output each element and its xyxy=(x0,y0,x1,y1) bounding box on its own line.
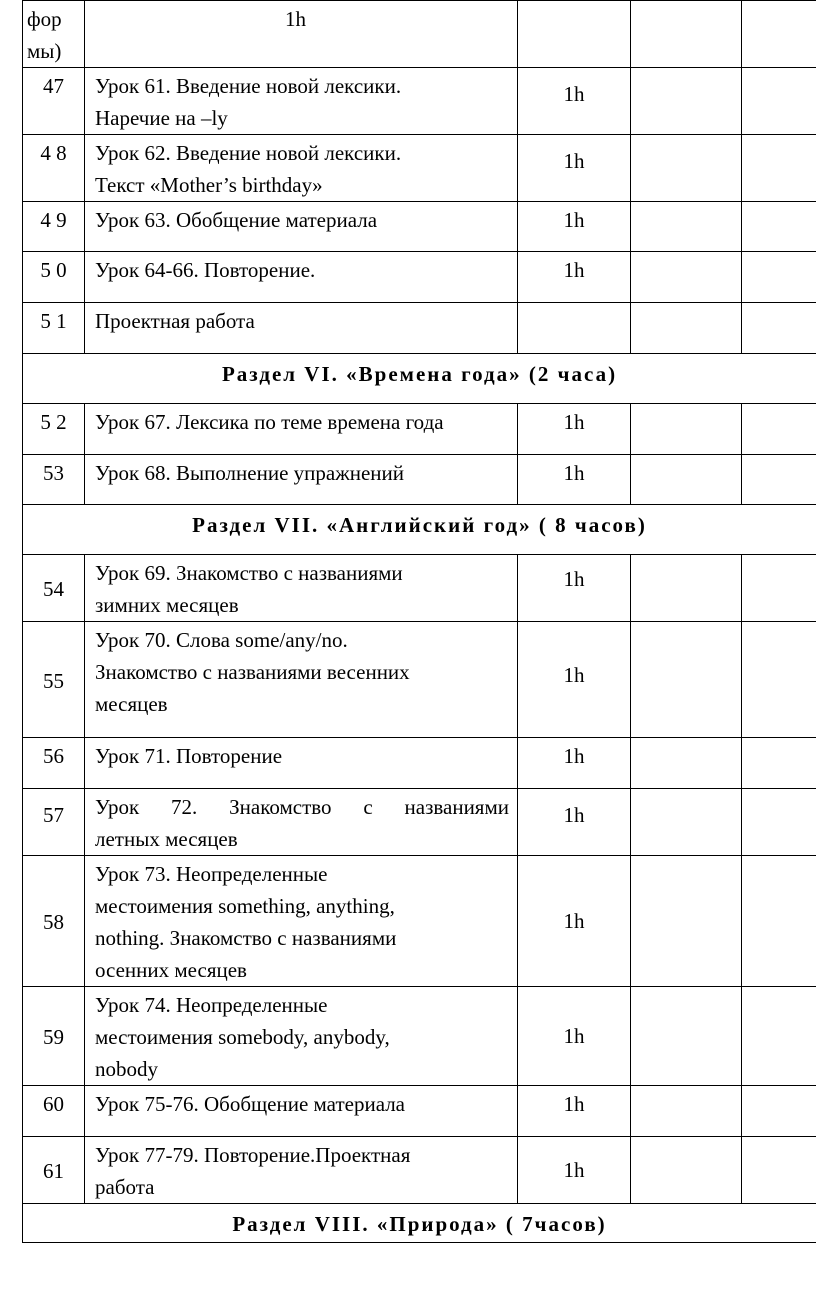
empty-cell xyxy=(631,202,742,252)
topic-line: местоимения something, anything, xyxy=(95,894,395,918)
empty-cell xyxy=(742,1086,816,1137)
section-heading: Раздел VIII. «Природа» ( 7часов) xyxy=(23,1204,816,1243)
lesson-number: 59 xyxy=(23,987,85,1086)
empty-cell xyxy=(631,555,742,622)
empty-cell xyxy=(631,622,742,738)
hours-cell: 1h xyxy=(518,555,631,622)
table-row xyxy=(23,1137,816,1204)
hours-cell: 1h xyxy=(518,789,631,856)
hours-cell: 1h xyxy=(518,68,631,135)
empty-cell xyxy=(631,1086,742,1137)
empty-cell xyxy=(631,68,742,135)
empty-cell xyxy=(631,1,742,68)
empty-cell xyxy=(742,1137,816,1204)
lesson-topic: Урок 63. Обобщение материала xyxy=(85,202,518,252)
hours-cell: 1h xyxy=(518,987,631,1086)
lesson-topic xyxy=(85,856,518,987)
lesson-topic xyxy=(85,555,518,622)
empty-cell xyxy=(631,252,742,303)
empty-cell xyxy=(742,455,816,505)
empty-cell xyxy=(742,856,816,987)
hours-cell: 1h xyxy=(518,135,631,202)
topic-line: Урок 69. Знакомство с названиями xyxy=(95,561,403,585)
section-row xyxy=(23,354,816,404)
empty-cell xyxy=(742,738,816,789)
table-row xyxy=(23,252,816,303)
lesson-plan-table xyxy=(22,0,816,1243)
empty-cell xyxy=(742,622,816,738)
empty-cell xyxy=(742,555,816,622)
empty-cell xyxy=(742,303,816,354)
empty-cell xyxy=(631,303,742,354)
empty-cell xyxy=(742,789,816,856)
hours-cell xyxy=(518,1,631,68)
hours-cell: 1h xyxy=(518,738,631,789)
section-row xyxy=(23,1204,816,1243)
lesson-topic xyxy=(85,789,518,856)
hours-cell: 1h xyxy=(518,622,631,738)
hours-cell: 1h xyxy=(518,1086,631,1137)
hours-cell xyxy=(518,303,631,354)
section-row xyxy=(23,505,816,555)
lesson-number: 5 0 xyxy=(23,252,85,303)
empty-cell xyxy=(742,987,816,1086)
table-row xyxy=(23,789,816,856)
lesson-topic: 1h xyxy=(85,1,518,68)
lesson-number: 55 xyxy=(23,622,85,738)
lesson-number: 53 xyxy=(23,455,85,505)
topic-line: летных месяцев xyxy=(95,827,238,851)
table-row xyxy=(23,738,816,789)
lesson-number: 56 xyxy=(23,738,85,789)
table-row xyxy=(23,622,816,738)
lesson-topic: Урок 64-66. Повторение. xyxy=(85,252,518,303)
topic-line: Урок 73. Неопределенные xyxy=(95,862,328,886)
lesson-number: 4 9 xyxy=(23,202,85,252)
lesson-number: 4 8 xyxy=(23,135,85,202)
table-row xyxy=(23,856,816,987)
empty-cell xyxy=(631,455,742,505)
topic-line: осенних месяцев xyxy=(95,958,247,982)
lesson-topic: Урок 67. Лексика по теме времена года xyxy=(85,404,518,455)
lesson-number: 47 xyxy=(23,68,85,135)
section-heading: Раздел VII. «Английский год» ( 8 часов) xyxy=(23,505,816,555)
table-row xyxy=(23,1086,816,1137)
lesson-topic xyxy=(85,622,518,738)
table-row xyxy=(23,68,816,135)
hours-cell: 1h xyxy=(518,404,631,455)
hours-cell: 1h xyxy=(518,202,631,252)
lesson-number: 60 xyxy=(23,1086,85,1137)
lesson-topic xyxy=(85,68,518,135)
topic-line: Текст «Mother’s birthday» xyxy=(95,173,323,197)
empty-cell xyxy=(631,404,742,455)
hours-cell: 1h xyxy=(518,1137,631,1204)
topic-line: Наречие на –ly xyxy=(95,106,228,130)
table-row xyxy=(23,135,816,202)
table-row xyxy=(23,455,816,505)
hours-cell: 1h xyxy=(518,856,631,987)
lesson-number: 5 1 xyxy=(23,303,85,354)
empty-cell xyxy=(742,404,816,455)
number-line: фор xyxy=(27,7,62,31)
lesson-number: 61 xyxy=(23,1137,85,1204)
table-row xyxy=(23,1,816,68)
topic-line: Урок 61. Введение новой лексики. xyxy=(95,74,402,98)
empty-cell xyxy=(742,252,816,303)
lesson-number: 58 xyxy=(23,856,85,987)
lesson-number xyxy=(23,1,85,68)
table-row xyxy=(23,202,816,252)
table-row xyxy=(23,404,816,455)
topic-line: nothing. Знакомство с названиями xyxy=(95,926,397,950)
lesson-topic: Урок 68. Выполнение упражнений xyxy=(85,455,518,505)
lesson-topic xyxy=(85,987,518,1086)
topic-line: Урок 74. Неопределенные xyxy=(95,993,328,1017)
topic-line: местоимения somebody, anybody, xyxy=(95,1025,390,1049)
topic-line: работа xyxy=(95,1175,155,1199)
topic-line: Урок 77-79. Повторение.Проектная xyxy=(95,1143,411,1167)
empty-cell xyxy=(631,738,742,789)
empty-cell xyxy=(631,789,742,856)
number-line: мы) xyxy=(27,39,62,63)
lesson-number: 54 xyxy=(23,555,85,622)
lesson-topic xyxy=(85,1137,518,1204)
empty-cell xyxy=(742,202,816,252)
empty-cell xyxy=(742,68,816,135)
lesson-number: 57 xyxy=(23,789,85,856)
lesson-number: 5 2 xyxy=(23,404,85,455)
lesson-topic: Урок 75-76. Обобщение материала xyxy=(85,1086,518,1137)
lesson-topic xyxy=(85,135,518,202)
topic-line: Знакомство с названиями весенних xyxy=(95,660,410,684)
topic-line: Урок 72. Знакомство с названиями xyxy=(95,795,509,819)
empty-cell xyxy=(631,1137,742,1204)
empty-cell xyxy=(631,135,742,202)
empty-cell xyxy=(742,135,816,202)
hours-cell: 1h xyxy=(518,252,631,303)
lesson-topic: Проектная работа xyxy=(85,303,518,354)
section-heading: Раздел VI. «Времена года» (2 часа) xyxy=(23,354,816,404)
topic-line: Урок 62. Введение новой лексики. xyxy=(95,141,402,165)
topic-line: зимних месяцев xyxy=(95,593,239,617)
hours-cell: 1h xyxy=(518,455,631,505)
empty-cell xyxy=(631,856,742,987)
topic-line: Урок 70. Слова some/any/no. xyxy=(95,628,348,652)
table-row xyxy=(23,303,816,354)
table-row xyxy=(23,555,816,622)
empty-cell xyxy=(631,987,742,1086)
lesson-topic: Урок 71. Повторение xyxy=(85,738,518,789)
table-row xyxy=(23,987,816,1086)
topic-line: месяцев xyxy=(95,692,168,716)
topic-line: nobody xyxy=(95,1057,158,1081)
empty-cell xyxy=(742,1,816,68)
